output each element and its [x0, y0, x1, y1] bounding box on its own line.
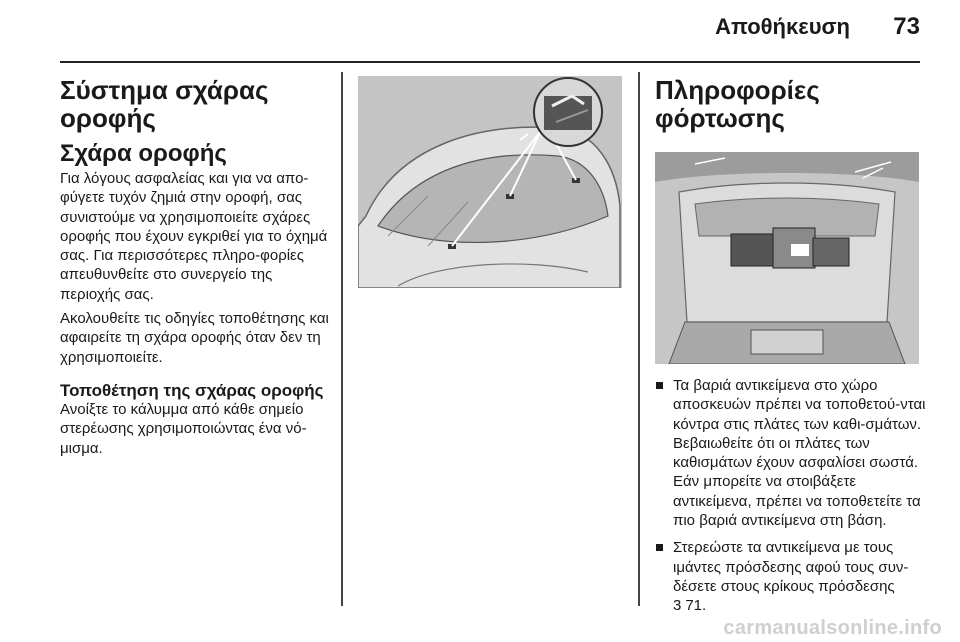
loading-bullets-block: [655, 376, 927, 624]
bullet-text-heavy-items: Τα βαριά αντικείμενα στο χώρο αποσκευών πρέπει να τοποθετού-νται κόντρα στις πλάτες των καθι-σμάτων. Βεβαιωθείτε ότι οι πλάτες των καθισμάτων έχουν ασφαλίσει σωστά. Εάν μπορείτε να στοιβάξετε αντικείμενα, πρέπει να τοποθετείτε τα πιο βαριά αντικείμενα στη βάση.: [673, 377, 926, 530]
loading-bullet-list: [655, 376, 927, 616]
running-header-title: Αποθήκευση: [715, 14, 850, 39]
column-divider-right: [638, 72, 640, 606]
subsection-title-roof-rack: Σχάρα οροφής: [60, 140, 227, 167]
watermark: carmanualsonline.info: [723, 617, 942, 639]
column-divider-left: [341, 72, 343, 606]
left-column: [60, 76, 334, 463]
subsection-title-mounting: Τοποθέτηση της σχάρας οροφής: [60, 380, 324, 400]
paragraph-mounting: Ανοίξτε το κάλυμμα από κάθε σημείο στερέωσης χρησιμοποιώντας ένα νό-μισμα.: [60, 400, 307, 457]
list-item: [655, 376, 927, 530]
list-item: [655, 538, 927, 615]
section-title-roof-rack-system: Σύστημα σχάρας οροφής: [60, 75, 269, 133]
bullet-text-secure-items: Στερεώστε τα αντικείμενα με τους ιμάντες πρόσδεσης αφού τους συν-δέσετε στους κρίκους πρόσδεσης: [673, 539, 909, 595]
paragraph-instructions: Ακολουθείτε τις οδηγίες τοποθέτησης και αφαιρείτε τη σχάρα οροφής όταν δεν τη χρησιμοποιείτε.: [60, 310, 329, 366]
page-reference-number: 71.: [685, 597, 707, 615]
right-column: [655, 76, 927, 140]
page-reference-arrow-icon: 3: [673, 597, 682, 615]
header-rule: [60, 61, 920, 63]
page-number: 73: [893, 13, 920, 40]
paragraph-safety: Για λόγους ασφαλείας και για να απο-φύγετε τυχόν ζημιά στην οροφή, σας συνιστούμε να χρησιμοποιείτε σχάρες οροφής που έχουν εγκριθεί για το όχημά σας. Για περισσότερες πληρο-φορίες απευθυνθείτε στο συνεργείο της περιοχής σας.: [60, 170, 328, 303]
trunk-loading-illustration: [655, 152, 919, 364]
section-title-loading-info: Πληροφορίες φόρτωσης: [655, 75, 820, 133]
roof-rack-illustration: [358, 76, 622, 288]
